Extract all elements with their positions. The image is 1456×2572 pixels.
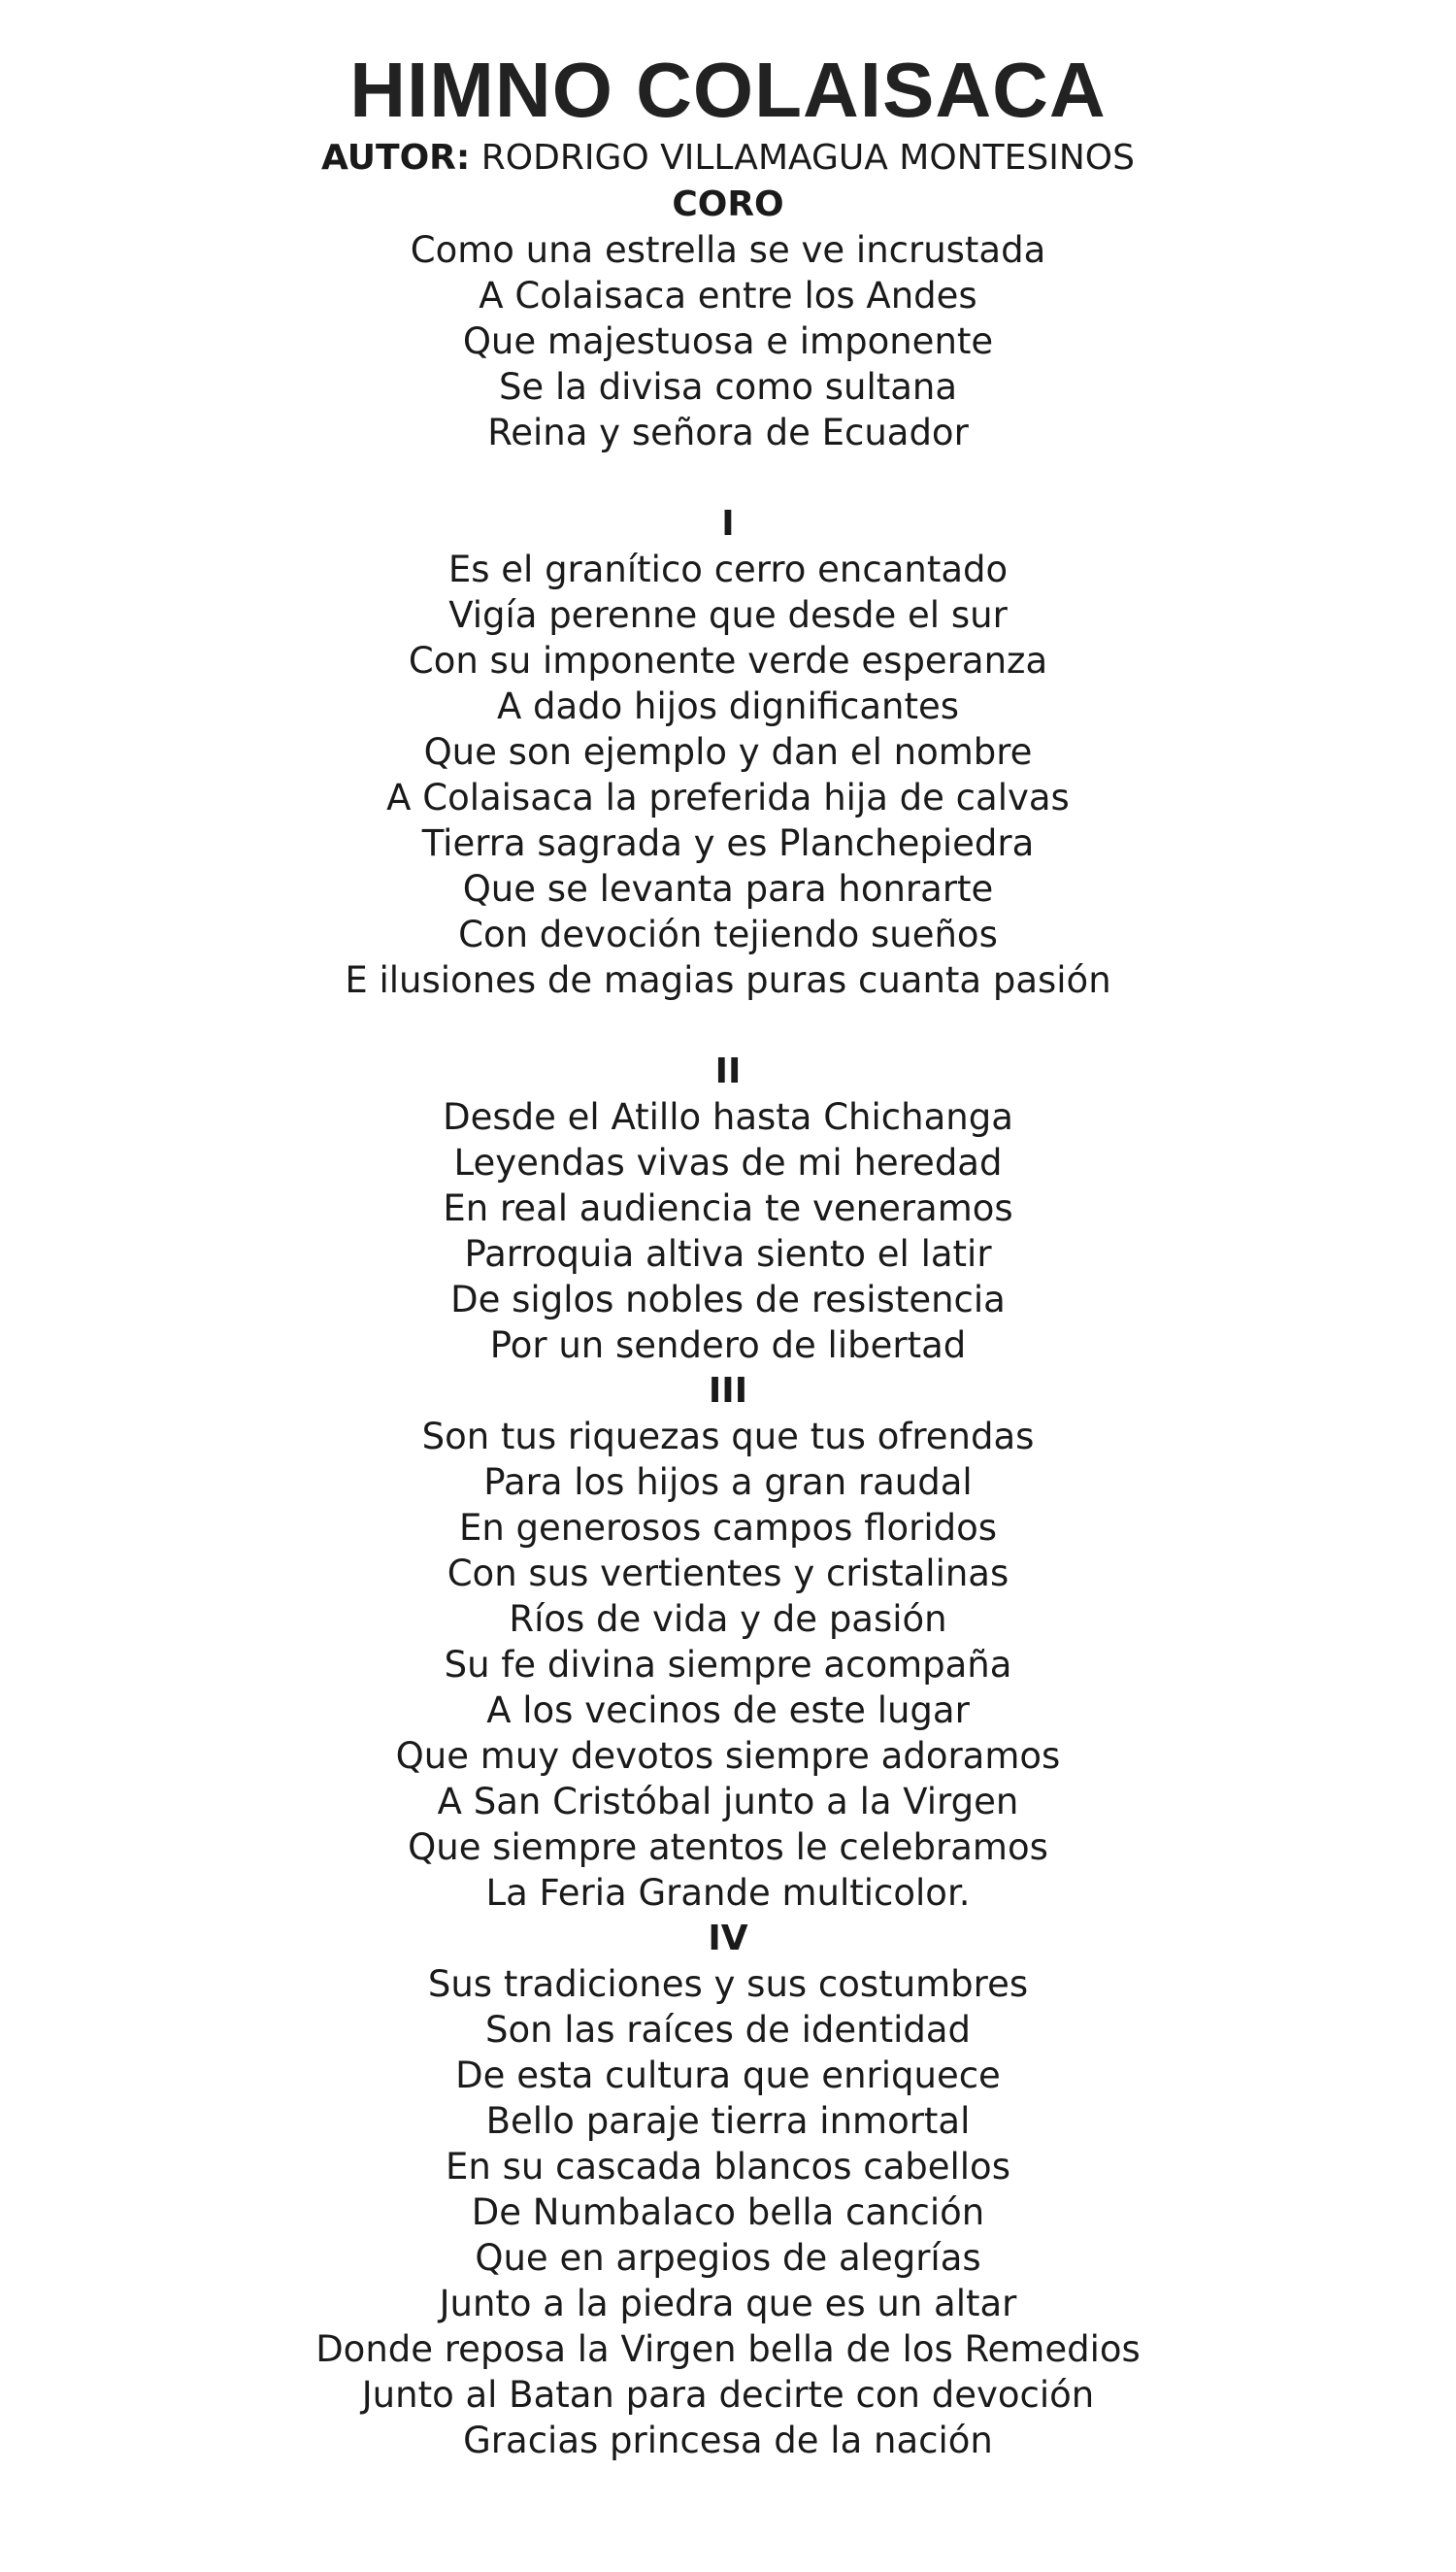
coro-section bbox=[0, 182, 1456, 455]
author-name: RODRIGO VILLAMAGUA MONTESINOS bbox=[480, 138, 1135, 178]
stanza-spacer bbox=[0, 455, 1456, 501]
stanza-4 bbox=[0, 1916, 1456, 2463]
verse-line: Son tus riquezas que tus ofrendas bbox=[421, 1416, 1035, 1457]
verse-line: Se la divisa como sultana bbox=[498, 366, 958, 408]
coro-heading: CORO bbox=[672, 184, 784, 224]
verse-line: Vigía perenne que desde el sur bbox=[448, 594, 1008, 636]
verse-line: Desde el Atillo hasta Chichanga bbox=[443, 1096, 1013, 1138]
stanza-spacer bbox=[0, 1003, 1456, 1049]
verse-line: A Colaisaca entre los Andes bbox=[479, 275, 977, 317]
stanza-heading: IV bbox=[708, 1919, 748, 1958]
stanza-3 bbox=[0, 1368, 1456, 1916]
verse-line: Es el granítico cerro encantado bbox=[447, 549, 1009, 590]
verse-line: Donde reposa la Virgen bella de los Remedios bbox=[315, 2328, 1141, 2370]
verse-line: Junto a la piedra que es un altar bbox=[439, 2283, 1017, 2324]
verse-line: Parroquia altiva siento el latir bbox=[464, 1233, 992, 1275]
verse-line: Con devoción tejiendo sueños bbox=[458, 914, 998, 955]
verse-line: Que se levanta para honrarte bbox=[462, 868, 994, 910]
verse-line: A dado hijos dignificantes bbox=[496, 685, 960, 727]
author-line bbox=[0, 137, 1456, 180]
verse-line: Son las raíces de identidad bbox=[484, 2009, 972, 2051]
verse-line: Sus tradiciones y sus costumbres bbox=[427, 1963, 1029, 2005]
verse-line: De siglos nobles de resistencia bbox=[450, 1279, 1006, 1320]
verse-line: A Colaisaca la preferida hija de calvas bbox=[386, 777, 1070, 818]
verse-line: Que siempre atentos le celebramos bbox=[408, 1826, 1048, 1868]
hymn-text bbox=[0, 182, 1456, 2463]
verse-line: Que majestuosa e imponente bbox=[462, 320, 994, 362]
verse-line: Bello paraje tierra inmortal bbox=[485, 2100, 971, 2142]
verse-line: Que son ejemplo y dan el nombre bbox=[423, 731, 1033, 773]
verse-line: De Numbalaco bella canción bbox=[471, 2191, 985, 2233]
verse-line: Gracias princesa de la nación bbox=[463, 2420, 993, 2461]
verse-line: Para los hijos a gran raudal bbox=[483, 1461, 973, 1503]
stanza-heading: I bbox=[721, 504, 735, 544]
verse-line: Leyendas vivas de mi heredad bbox=[453, 1142, 1003, 1184]
verse-line: Que muy devotos siempre adoramos bbox=[395, 1735, 1061, 1777]
verse-line: Como una estrella se ve incrustada bbox=[410, 229, 1046, 271]
verse-line: Con sus vertientes y cristalinas bbox=[447, 1553, 1009, 1594]
stanza-2 bbox=[0, 1049, 1456, 1368]
verse-line: De esta cultura que enriquece bbox=[455, 2054, 1001, 2096]
verse-line: Ríos de vida y de pasión bbox=[509, 1598, 947, 1640]
verse-line: Tierra sagrada y es Planchepiedra bbox=[421, 822, 1035, 864]
verse-line: Que en arpegios de alegrías bbox=[475, 2237, 981, 2279]
verse-line: Con su imponente verde esperanza bbox=[408, 640, 1048, 682]
verse-line: E ilusiones de magias puras cuanta pasión bbox=[345, 959, 1111, 1001]
verse-line: Junto al Batan para decirte con devoción bbox=[361, 2374, 1095, 2416]
verse-line: En generosos campos floridos bbox=[458, 1507, 998, 1549]
stanza-heading: II bbox=[714, 1052, 742, 1091]
page-title: HIMNO COLAISACA bbox=[349, 47, 1107, 133]
verse-line: La Feria Grande multicolor. bbox=[485, 1872, 971, 1914]
verse-line: A los vecinos de este lugar bbox=[486, 1689, 970, 1731]
verse-line: Su fe divina siempre acompaña bbox=[444, 1644, 1012, 1686]
verse-line: Por un sendero de libertad bbox=[489, 1324, 967, 1366]
verse-line: A San Cristóbal junto a la Virgen bbox=[437, 1781, 1019, 1822]
stanza-1 bbox=[0, 501, 1456, 1003]
verse-line: Reina y señora de Ecuador bbox=[487, 412, 969, 453]
verse-line: En su cascada blancos cabellos bbox=[446, 2146, 1010, 2188]
stanza-heading: III bbox=[708, 1371, 748, 1411]
verse-line: En real audiencia te veneramos bbox=[443, 1187, 1013, 1229]
author-label: AUTOR: bbox=[321, 138, 471, 178]
